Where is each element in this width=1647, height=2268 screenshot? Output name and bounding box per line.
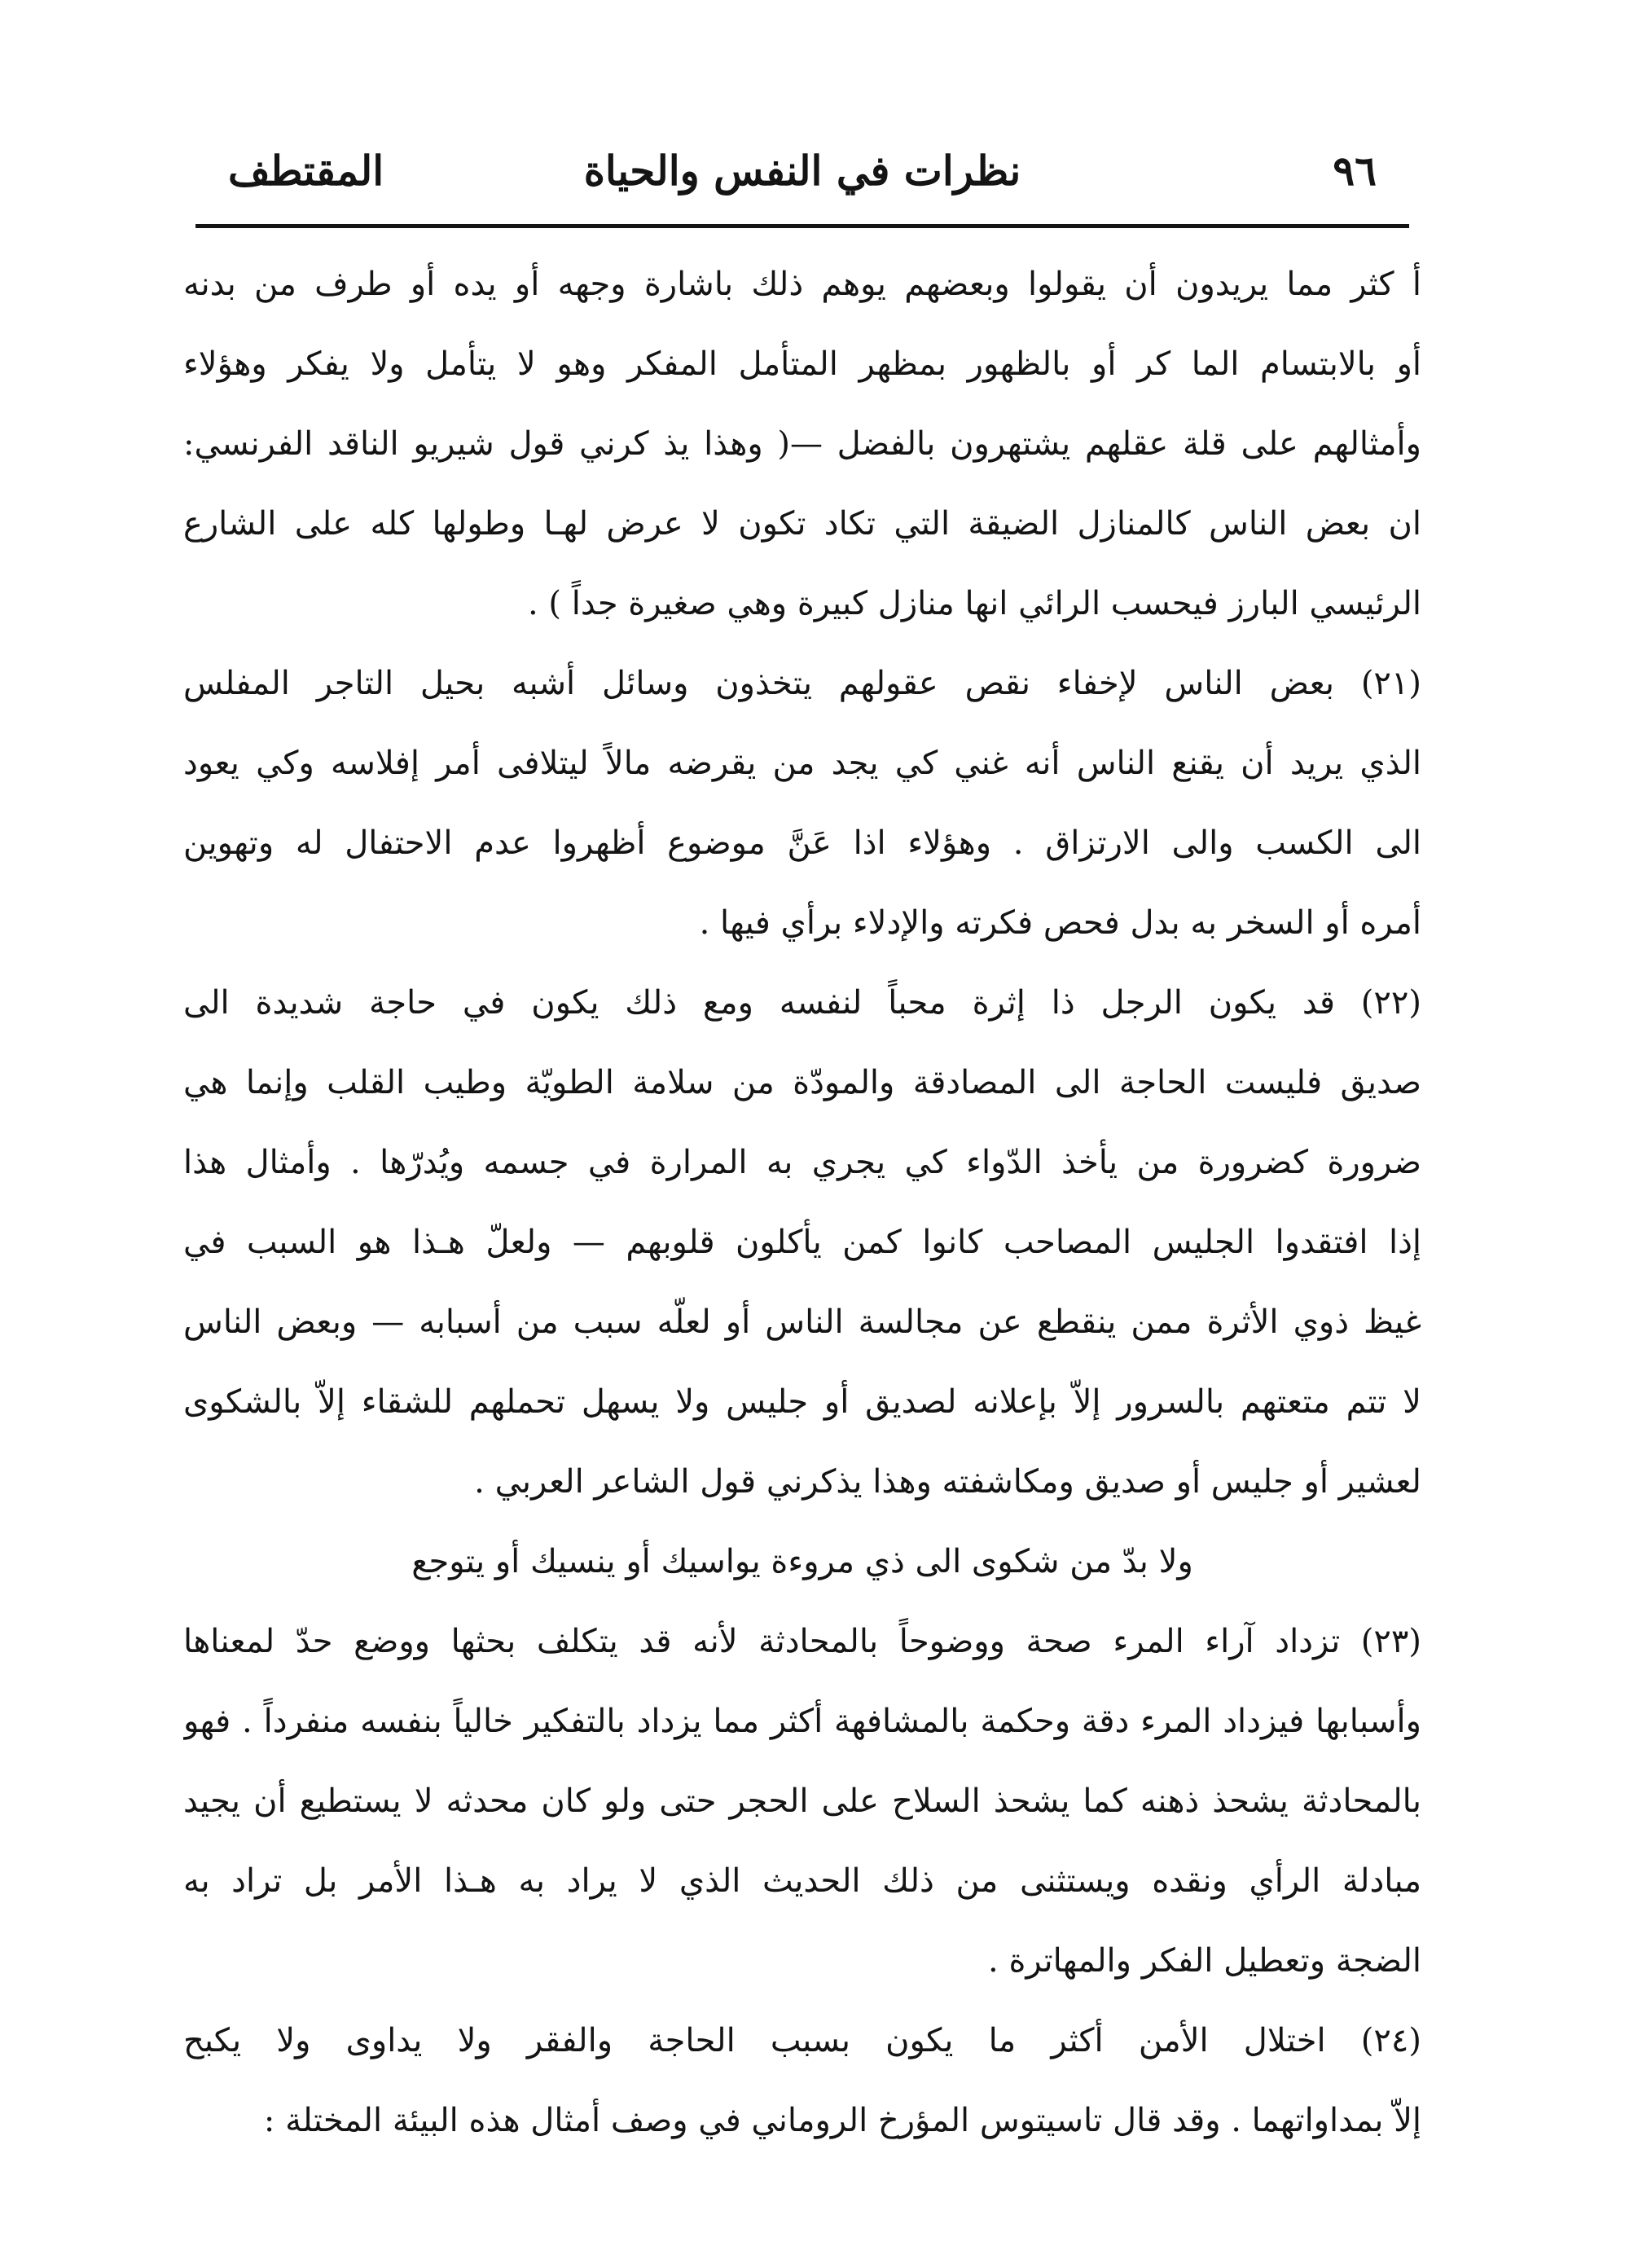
text-line: مبادلة الرأي ونقده ويستثنى من ذلك الحديث الذي لا يراد به هـذا الأمر بل تراد به (183, 1862, 1421, 1900)
text-line: وأسبابها فيزداد المرء دقة وحكمة بالمشافهة أكثر مما يزداد بالتفكير خالياً بنفسه منفرداً . فهو (183, 1703, 1421, 1740)
text-line: لا تتم متعتهم بالسرور إلاّ بإعلانه لصديق أو جليس ولا يسهل تحملهم للشقاء إلاّ بالشكوى (183, 1383, 1421, 1421)
poetry-verse: ولا بدّ من شكوى الى ذي مروءة يواسيك أو ينسيك أو يتوجع (411, 1543, 1193, 1580)
text-line: أمره أو السخر به بدل فحص فكرته والإدلاء برأي فيها . (699, 904, 1421, 942)
text-line: ضرورة كضرورة من يأخذ الدّواء كي يجري به المرارة في جسمه ويُدرّها . وأمثال هذا (183, 1144, 1421, 1181)
running-title: نظرات في النفس والحياة (583, 147, 1021, 195)
page-header (195, 138, 1409, 204)
text-line: إلاّ بمداواتهما . وقد قال تاسيتوس المؤرخ الروماني في وصف أمثال هذه البيئة المختلة : (263, 2102, 1421, 2139)
text-line: ان بعض الناس كالمنازل الضيقة التي تكاد تكون لا عرض لهـا وطولها كله على الشارع (183, 505, 1421, 543)
text-line: أ كثر مما يريدون أن يقولوا وبعضهم يوهم ذلك باشارة وجهه أو يده أو طرف من بدنه (183, 266, 1421, 303)
text-line: لعشير أو جليس أو صديق ومكاشفته وهذا يذكرني قول الشاعر العربي . (474, 1463, 1421, 1501)
text-line: إذا افتقدوا الجليس المصاحب كانوا كمن يأكلون قلوبهم — ولعلّ هـذا هو السبب في (183, 1224, 1421, 1261)
text-line: الضجة وتعطيل الفكر والمهاترة . (988, 1942, 1421, 1980)
header-rule (195, 224, 1409, 228)
text-line: (٢٣) تزداد آراء المرء صحة ووضوحاً بالمحادثة لأنه قد يتكلف بحثها ووضع حدّ لمعناها (183, 1623, 1421, 1660)
text-line: غيظ ذوي الأثرة ممن ينقطع عن مجالسة الناس أو لعلّه سبب من أسبابه — وبعض الناس (183, 1303, 1421, 1341)
journal-name: المقتطف (228, 147, 384, 195)
text-line: الى الكسب والى الارتزاق . وهؤلاء اذا عَنَّ موضوع أظهروا عدم الاحتفال له وتهوين (183, 824, 1421, 862)
text-line: وأمثالهم على قلة عقلهم يشتهرون بالفضل —( وهذا يذ كرني قول شيريو الناقد الفرنسي: (183, 425, 1421, 463)
text-line: الذي يريد أن يقنع الناس أنه غني كي يجد من يقرضه مالاً ليتلافى أمر إفلاسه وكي يعود (183, 745, 1421, 782)
text-line: بالمحادثة يشحذ ذهنه كما يشحذ السلاح على الحجر حتى ولو كان محدثه لا يستطيع أن يجيد (183, 1782, 1421, 1820)
text-line: أو بالابتسام الما كر أو بالظهور بمظهر المتأمل المفكر وهو لا يتأمل ولا يفكر وهؤلاء (183, 345, 1421, 383)
text-line: الرئيسي البارز فيحسب الرائي انها منازل كبيرة وهي صغيرة جداً ) . (528, 585, 1421, 622)
text-line: (٢٢) قد يكون الرجل ذا إثرة محباً لنفسه ومع ذلك يكون في حاجة شديدة الى (183, 984, 1421, 1022)
text-line: صديق فليست الحاجة الى المصادقة والمودّة من سلامة الطويّة وطيب القلب وإنما هي (183, 1064, 1421, 1101)
body-text (183, 244, 1421, 2160)
text-line: (٢٤) اختلال الأمن أكثر ما يكون بسبب الحاجة والفقر ولا يداوى ولا يكبح (183, 2022, 1421, 2059)
page-number: ٩٦ (1333, 147, 1377, 195)
text-line: (٢١) بعض الناس لإخفاء نقص عقولهم يتخذون وسائل أشبه بحيل التاجر المفلس (183, 665, 1421, 702)
